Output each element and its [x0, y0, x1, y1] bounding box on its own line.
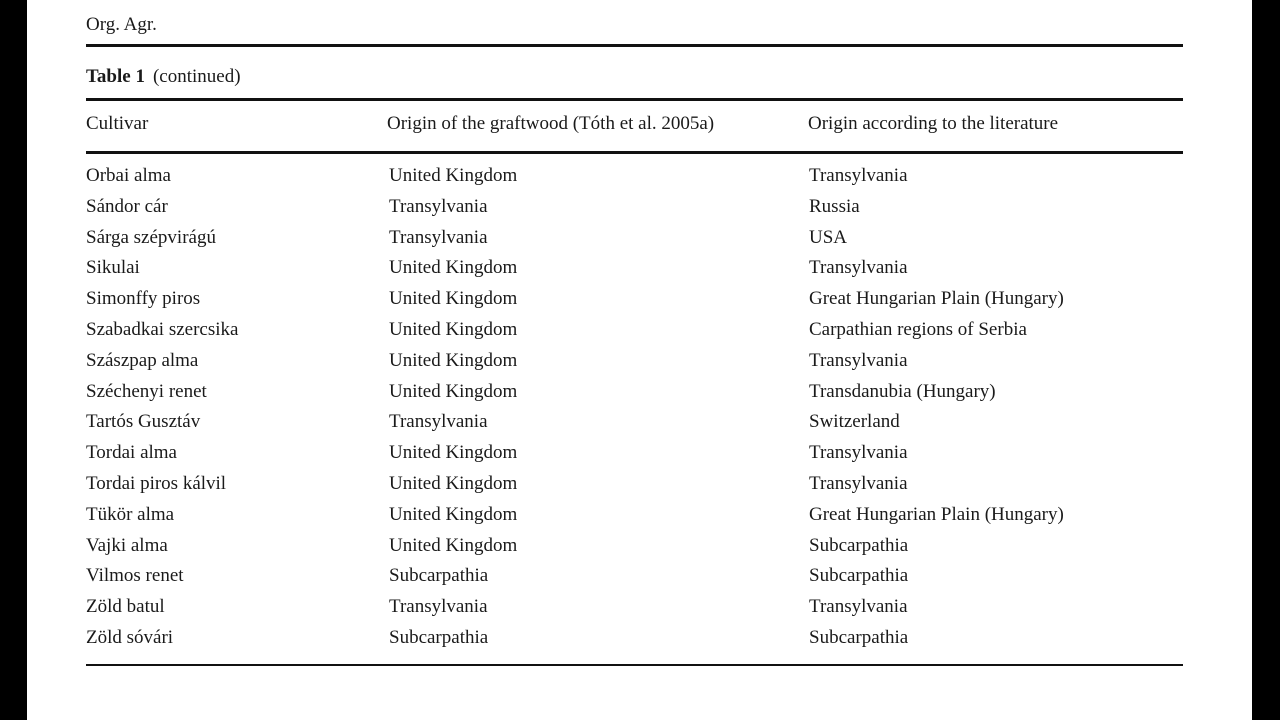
- cell-graftwood-origin: United Kingdom: [389, 318, 518, 340]
- table-label: Table 1: [86, 66, 145, 87]
- cell-graftwood-origin: Subcarpathia: [389, 626, 489, 648]
- cell-literature-origin: Great Hungarian Plain (Hungary): [809, 503, 1064, 525]
- cell-cultivar: Szászpap alma: [86, 349, 199, 371]
- cell-literature-origin: Transylvania: [809, 472, 908, 494]
- cell-literature-origin: Transylvania: [809, 165, 908, 186]
- running-head: Org. Agr.: [86, 14, 157, 35]
- cell-cultivar: Vilmos renet: [86, 565, 184, 587]
- cell-literature-origin: Russia: [809, 195, 860, 217]
- cell-literature-origin: Transylvania: [809, 596, 908, 618]
- cell-cultivar: Tordai alma: [86, 442, 177, 464]
- table-body: [27, 163, 1252, 656]
- table-row: [27, 286, 1252, 317]
- column-header-graftwood-origin: Origin of the graftwood (Tóth et al. 2005a): [387, 113, 715, 134]
- table-row: [27, 409, 1252, 440]
- top-rule: [86, 44, 1183, 47]
- cell-cultivar: Tartós Gusztáv: [86, 411, 201, 433]
- cell-cultivar: Széchenyi renet: [86, 380, 207, 402]
- table-row: [27, 163, 1252, 194]
- cell-graftwood-origin: United Kingdom: [389, 442, 518, 464]
- header-top-rule: [86, 98, 1183, 101]
- header-bottom-rule: [86, 151, 1183, 154]
- cell-cultivar: Simonffy piros: [86, 288, 201, 310]
- cell-literature-origin: Subcarpathia: [809, 565, 909, 587]
- cell-literature-origin: Subcarpathia: [809, 626, 909, 648]
- cell-graftwood-origin: United Kingdom: [389, 472, 518, 494]
- table-row: [27, 317, 1252, 348]
- cell-cultivar: Tükör alma: [86, 503, 175, 525]
- cell-cultivar: Tordai piros kálvil: [86, 472, 227, 494]
- document-page: [27, 0, 1252, 720]
- table-row: [27, 563, 1252, 594]
- table-caption: [86, 66, 241, 88]
- cell-literature-origin: Transdanubia (Hungary): [809, 380, 996, 402]
- cell-literature-origin: Carpathian regions of Serbia: [809, 318, 1027, 340]
- table-row: [27, 440, 1252, 471]
- table-row: [27, 502, 1252, 533]
- cell-cultivar: Sikulai: [86, 257, 140, 279]
- cell-literature-origin: Transylvania: [809, 257, 908, 279]
- table-row: [27, 533, 1252, 564]
- table-row: [27, 594, 1252, 625]
- table-row: [27, 194, 1252, 225]
- table-row: [27, 348, 1252, 379]
- cell-graftwood-origin: Transylvania: [389, 226, 488, 248]
- cell-cultivar: Zöld batul: [86, 596, 165, 618]
- cell-cultivar: Orbai alma: [86, 165, 171, 186]
- table-row: [27, 471, 1252, 502]
- column-header-cultivar: Cultivar: [86, 113, 149, 134]
- cell-literature-origin: Transylvania: [809, 442, 908, 464]
- cell-graftwood-origin: United Kingdom: [389, 288, 518, 310]
- cell-literature-origin: Great Hungarian Plain (Hungary): [809, 288, 1064, 310]
- cell-literature-origin: Transylvania: [809, 349, 908, 371]
- cell-graftwood-origin: United Kingdom: [389, 349, 518, 371]
- cell-cultivar: Szabadkai szercsika: [86, 318, 239, 340]
- column-header-literature-origin: Origin according to the literature: [808, 113, 1059, 134]
- cell-graftwood-origin: United Kingdom: [389, 257, 518, 279]
- cell-literature-origin: Subcarpathia: [809, 534, 909, 556]
- cell-graftwood-origin: United Kingdom: [389, 165, 518, 186]
- table-row: [27, 255, 1252, 286]
- table-row: [27, 225, 1252, 256]
- cell-literature-origin: USA: [809, 226, 848, 248]
- cell-graftwood-origin: United Kingdom: [389, 503, 518, 525]
- cell-graftwood-origin: United Kingdom: [389, 534, 518, 556]
- cell-graftwood-origin: Transylvania: [389, 195, 488, 217]
- cell-cultivar: Vajki alma: [86, 534, 168, 556]
- cell-literature-origin: Switzerland: [809, 411, 900, 433]
- table-row: [27, 625, 1252, 656]
- table-row: [27, 379, 1252, 410]
- cell-cultivar: Sárga szépvirágú: [86, 226, 216, 248]
- cell-cultivar: Zöld sóvári: [86, 626, 174, 648]
- cell-graftwood-origin: United Kingdom: [389, 380, 518, 402]
- table-bottom-rule: [86, 664, 1183, 666]
- cell-graftwood-origin: Transylvania: [389, 596, 488, 618]
- cell-cultivar: Sándor cár: [86, 195, 168, 217]
- table-continuation: (continued): [152, 66, 241, 87]
- cell-graftwood-origin: Subcarpathia: [389, 565, 489, 587]
- cell-graftwood-origin: Transylvania: [389, 411, 488, 433]
